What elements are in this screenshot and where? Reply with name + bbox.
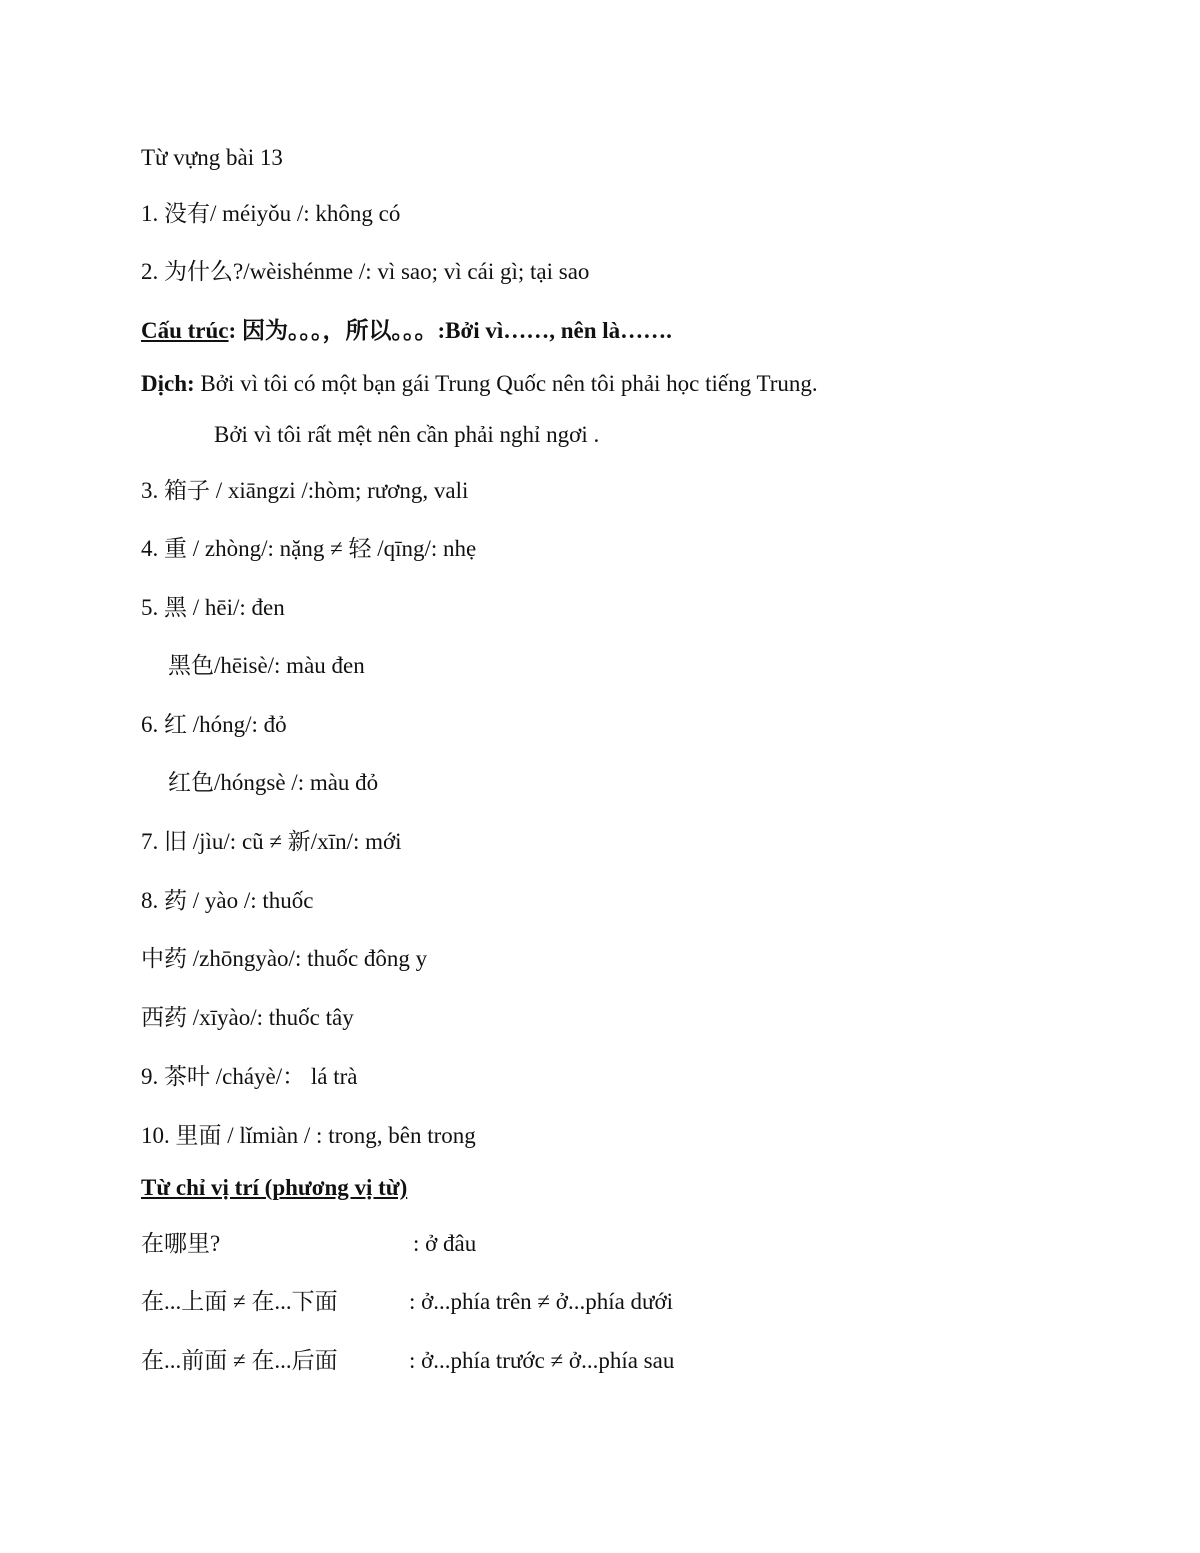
vocab-item-7: 7. 旧 /jìu/: cũ ≠ 新/xīn/: mới — [141, 829, 402, 854]
position-zh: 在...上面 ≠ 在...下面 — [141, 1289, 338, 1314]
translation-line-1 — [141, 369, 818, 399]
translation-line-2: Bởi vì tôi rất mệt nên cần phải nghỉ ngơi . — [214, 422, 600, 447]
translation-text-1: Bởi vì tôi có một bạn gái Trung Quốc nên tôi phải học tiếng Trung. — [194, 371, 818, 396]
structure-pattern: 因为。。。，所以。。。 — [241, 318, 438, 343]
position-row — [141, 1229, 1041, 1259]
vocab-item-4: 4. 重 / zhòng/: nặng ≠ 轻 /qīng/: nhẹ — [141, 536, 477, 561]
vocab-item-10: 10. 里面 / lǐmiàn / : trong, bên trong — [141, 1123, 476, 1148]
vocab-item-9: 9. 茶叶 /cháyè/： lá trà — [141, 1064, 358, 1089]
vocab-item-2: 2. 为什么?/wèishénme /: vì sao; vì cái gì; tại sao — [141, 259, 590, 284]
position-vi: : ở...phía trước ≠ ở...phía sau — [409, 1348, 675, 1373]
vocab-item-8-sub-2: 西药 /xīyào/: thuốc tây — [141, 1005, 354, 1030]
vocab-item-1: 1. 没有/ méiyǒu /: không có — [141, 201, 401, 226]
position-zh: 在...前面 ≠ 在...后面 — [141, 1348, 338, 1373]
structure-meaning: :Bởi vì……, nên là……. — [437, 318, 672, 343]
vocab-item-5-sub: 黑色/hēisè/: màu đen — [168, 653, 365, 678]
structure-line — [141, 316, 672, 346]
position-row — [141, 1346, 1041, 1376]
vocab-item-6-sub: 红色/hóngsè /: màu đỏ — [168, 770, 379, 795]
position-zh: 在哪里? — [141, 1231, 221, 1256]
document-title: Từ vựng bài 13 — [141, 145, 283, 170]
position-row — [141, 1287, 1041, 1317]
structure-label: Cấu trúc — [141, 318, 229, 343]
vocab-item-5: 5. 黑 / hēi/: đen — [141, 595, 285, 620]
position-heading: Từ chỉ vị trí (phương vị từ) — [141, 1175, 408, 1200]
vocab-item-8-sub-1: 中药 /zhōngyào/: thuốc đông y — [141, 946, 428, 971]
structure-colon: : — [228, 318, 242, 343]
vocab-item-6: 6. 红 /hóng/: đỏ — [141, 712, 287, 737]
position-vi: : ở...phía trên ≠ ở...phía dưới — [409, 1289, 674, 1314]
vocab-item-3: 3. 箱子 / xiāngzi /:hòm; rương, vali — [141, 478, 469, 503]
position-vi: : ở đâu — [413, 1231, 477, 1256]
vocab-item-8: 8. 药 / yào /: thuốc — [141, 888, 314, 913]
translation-label: Dịch: — [141, 371, 195, 396]
